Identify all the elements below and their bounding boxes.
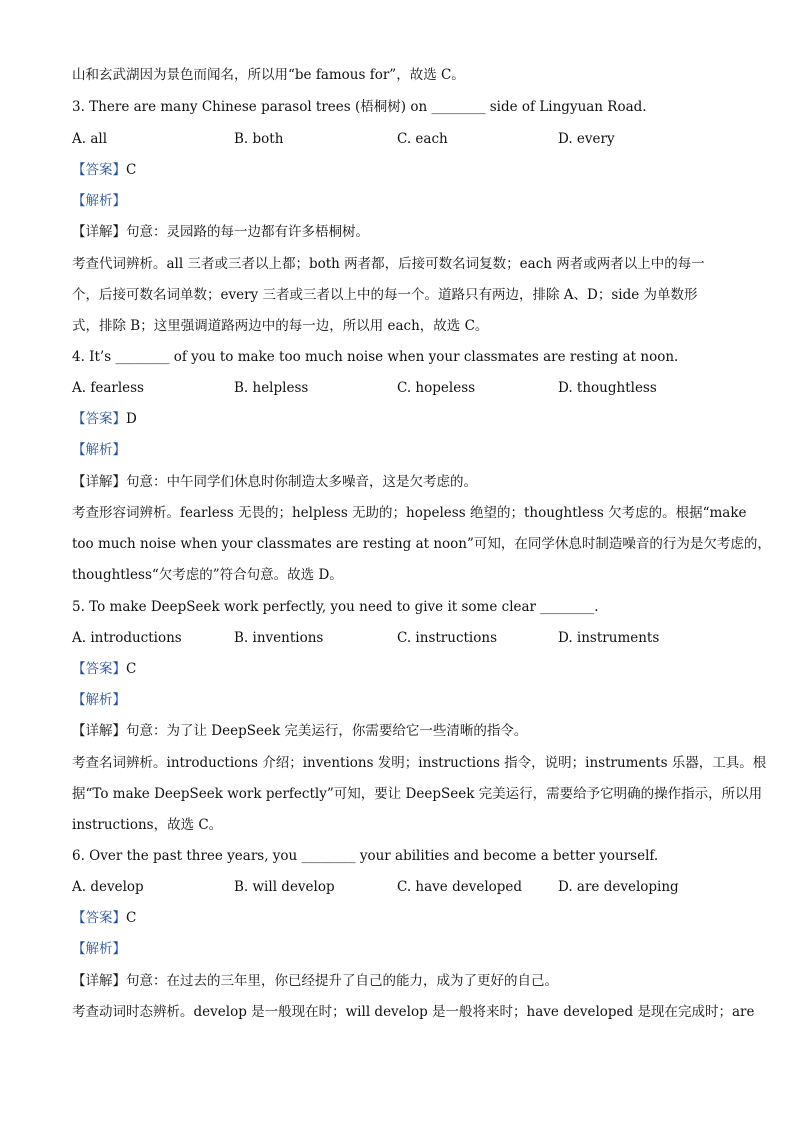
- detail-tag: 【详解】: [72, 723, 126, 739]
- option-c: C. hopeless: [397, 380, 476, 396]
- option-b: B. helpless: [234, 380, 309, 396]
- option-d: D. instruments: [558, 630, 660, 646]
- option-c: C. instructions: [397, 630, 497, 646]
- analysis-tag: 【解析】: [72, 941, 126, 957]
- detail-line: [72, 722, 527, 740]
- explanation-line: 考查动词时态辨析。develop 是一般现在时；will develop 是一般将来时；have developed 是现在完成时；are: [72, 1004, 755, 1020]
- option-c: C. each: [397, 131, 448, 147]
- answer-line: [72, 909, 136, 927]
- answer-value: C: [126, 661, 137, 677]
- explanation-line: instructions，故选 C。: [72, 817, 223, 833]
- detail-line: [72, 473, 477, 491]
- question-4: 4. It’s ________ of you to make too much noise when your classmates are resting at noon.: [72, 349, 679, 365]
- option-b: B. will develop: [234, 879, 335, 895]
- answer-tag: 【答案】: [72, 411, 126, 427]
- option-b: B. both: [234, 131, 284, 147]
- option-b: B. inventions: [234, 630, 324, 646]
- option-d: D. are developing: [558, 879, 679, 895]
- option-a: A. fearless: [72, 380, 144, 396]
- answer-tag: 【答案】: [72, 910, 126, 926]
- analysis-tag: 【解析】: [72, 193, 126, 209]
- option-a: A. introductions: [72, 630, 182, 646]
- answer-tag: 【答案】: [72, 661, 126, 677]
- detail-tag: 【详解】: [72, 224, 126, 240]
- answer-line: [72, 660, 136, 678]
- detail-text: 句意：为了让 DeepSeek 完美运行，你需要给它一些清晰的指令。: [126, 723, 528, 739]
- explanation-line: 个，后接可数名词单数；every 三者或三者以上中的每一个。道路只有两边，排除 A、D；side 为单数形: [72, 287, 698, 303]
- detail-text: 句意：灵园路的每一边都有许多梧桐树。: [126, 224, 369, 240]
- analysis-tag: 【解析】: [72, 442, 126, 458]
- detail-tag: 【详解】: [72, 973, 126, 989]
- explanation-line: 考查名词辨析。introductions 介绍；inventions 发明；instructions 指令，说明；instruments 乐器，工具。根: [72, 755, 767, 771]
- option-a: A. all: [72, 131, 108, 147]
- explanation-line: 式，排除 B；这里强调道路两边中的每一边，所以用 each，故选 C。: [72, 318, 489, 334]
- explanation-line: too much noise when your classmates are resting at noon”可知，在同学休息时制造噪音的行为是欠考虑的，: [72, 536, 771, 552]
- explanation-line: thoughtless“欠考虑的”符合句意。故选 D。: [72, 567, 343, 583]
- answer-tag: 【答案】: [72, 162, 126, 178]
- answer-line: [72, 161, 136, 179]
- analysis-tag: 【解析】: [72, 692, 126, 708]
- answer-line: [72, 410, 137, 428]
- detail-text: 句意：中午同学们休息时你制造太多噪音，这是欠考虑的。: [126, 474, 477, 490]
- detail-line: [72, 972, 558, 990]
- detail-tag: 【详解】: [72, 474, 126, 490]
- option-a: A. develop: [72, 879, 144, 895]
- explanation-line: 考查代词辨析。all 三者或三者以上都；both 两者都，后接可数名词复数；each 两者或两者以上中的每一: [72, 256, 705, 272]
- answer-value: C: [126, 910, 137, 926]
- option-d: D. thoughtless: [558, 380, 657, 396]
- option-c: C. have developed: [397, 879, 523, 895]
- explanation-line: 据“To make DeepSeek work perfectly”可知，要让 DeepSeek 完美运行，需要给予它明确的操作指示，所以用: [72, 786, 763, 802]
- detail-line: [72, 223, 369, 241]
- text-line: 山和玄武湖因为景色而闻名，所以用“be famous for”，故选 C。: [72, 67, 465, 83]
- answer-value: C: [126, 162, 137, 178]
- detail-text: 句意：在过去的三年里，你已经提升了自己的能力，成为了更好的自己。: [126, 973, 558, 989]
- explanation-line: 考查形容词辨析。fearless 无畏的；helpless 无助的；hopeless 绝望的；thoughtless 欠考虑的。根据“make: [72, 505, 747, 521]
- question-3: 3. There are many Chinese parasol trees (梧桐树) on ________ side of Lingyuan Road.: [72, 99, 647, 115]
- answer-value: D: [126, 411, 137, 427]
- question-6: 6. Over the past three years, you ________ your abilities and become a better yourself.: [72, 848, 659, 864]
- question-5: 5. To make DeepSeek work perfectly, you need to give it some clear ________.: [72, 599, 599, 615]
- option-d: D. every: [558, 131, 615, 147]
